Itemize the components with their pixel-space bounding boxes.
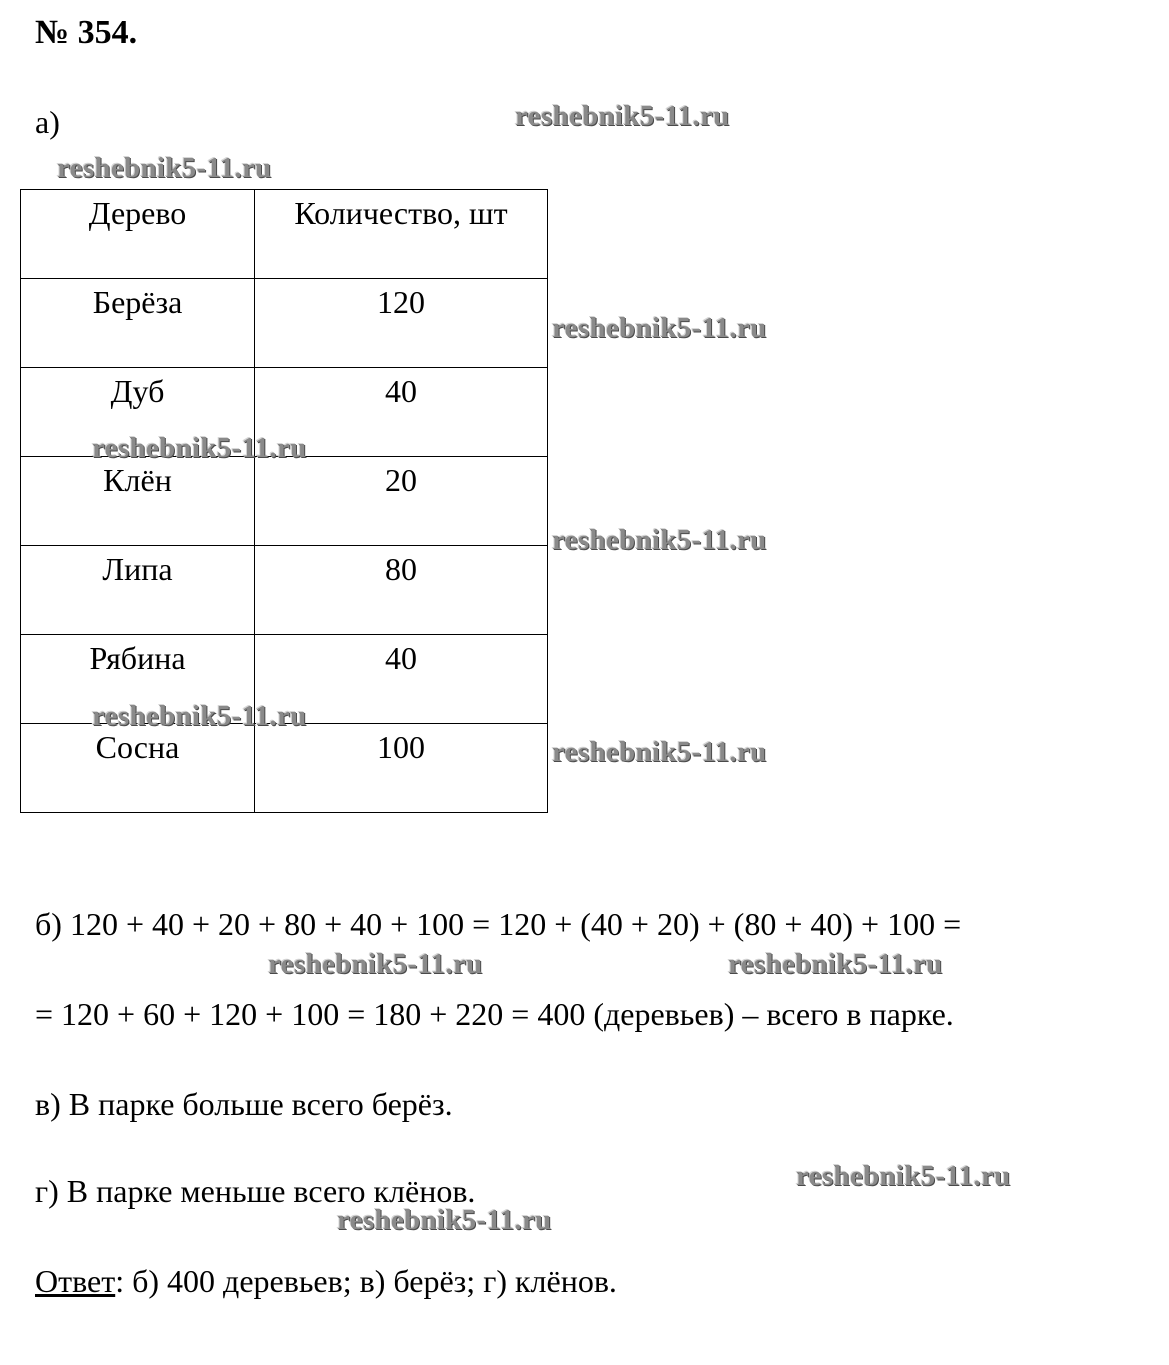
tree-count-cell: 40 xyxy=(255,368,548,457)
answer-text: : б) 400 деревьев; в) берёз; г) клёнов. xyxy=(115,1263,617,1299)
header-count: Количество, шт xyxy=(255,190,548,279)
watermark: reshebnik5-11.ru xyxy=(552,736,767,768)
watermark: reshebnik5-11.ru xyxy=(92,700,307,732)
table-row xyxy=(21,546,548,635)
watermark: reshebnik5-11.ru xyxy=(515,100,730,132)
header-tree: Дерево xyxy=(21,190,255,279)
watermark: reshebnik5-11.ru xyxy=(57,152,272,184)
tree-name-cell: Сосна xyxy=(21,724,255,813)
table-header-row xyxy=(21,190,548,279)
table-row xyxy=(21,724,548,813)
tree-name-cell: Дуб xyxy=(21,368,255,457)
tree-count-cell: 20 xyxy=(255,457,548,546)
watermark: reshebnik5-11.ru xyxy=(337,1204,552,1236)
watermark: reshebnik5-11.ru xyxy=(796,1160,1011,1192)
watermark: reshebnik5-11.ru xyxy=(268,948,483,980)
watermark: reshebnik5-11.ru xyxy=(728,948,943,980)
table-row xyxy=(21,279,548,368)
answer-line xyxy=(35,1263,617,1300)
tree-name-cell: Клён xyxy=(21,457,255,546)
watermark: reshebnik5-11.ru xyxy=(92,432,307,464)
solution-g-line: г) В парке меньше всего клёнов. xyxy=(35,1173,476,1209)
solution-b-line1: б) 120 + 40 + 20 + 80 + 40 + 100 = 120 + (40 + 20) + (80 + 40) + 100 = xyxy=(35,906,962,942)
solution-b-line2: = 120 + 60 + 120 + 100 = 180 + 220 = 400 (деревьев) – всего в парке. xyxy=(35,996,954,1032)
answer-label: Ответ xyxy=(35,1263,116,1299)
tree-count-cell: 120 xyxy=(255,279,548,368)
tree-count-cell: 40 xyxy=(255,635,548,724)
watermark: reshebnik5-11.ru xyxy=(552,524,767,556)
tree-count-cell: 100 xyxy=(255,724,548,813)
tree-name-cell: Рябина xyxy=(21,635,255,724)
part-a-label: а) xyxy=(35,104,60,140)
tree-name-cell: Берёза xyxy=(21,279,255,368)
problem-number: № 354. xyxy=(35,14,138,51)
tree-name-cell: Липа xyxy=(21,546,255,635)
watermark: reshebnik5-11.ru xyxy=(552,312,767,344)
solution-v-line: в) В парке больше всего берёз. xyxy=(35,1086,453,1122)
table-row xyxy=(21,457,548,546)
tree-count-cell: 80 xyxy=(255,546,548,635)
